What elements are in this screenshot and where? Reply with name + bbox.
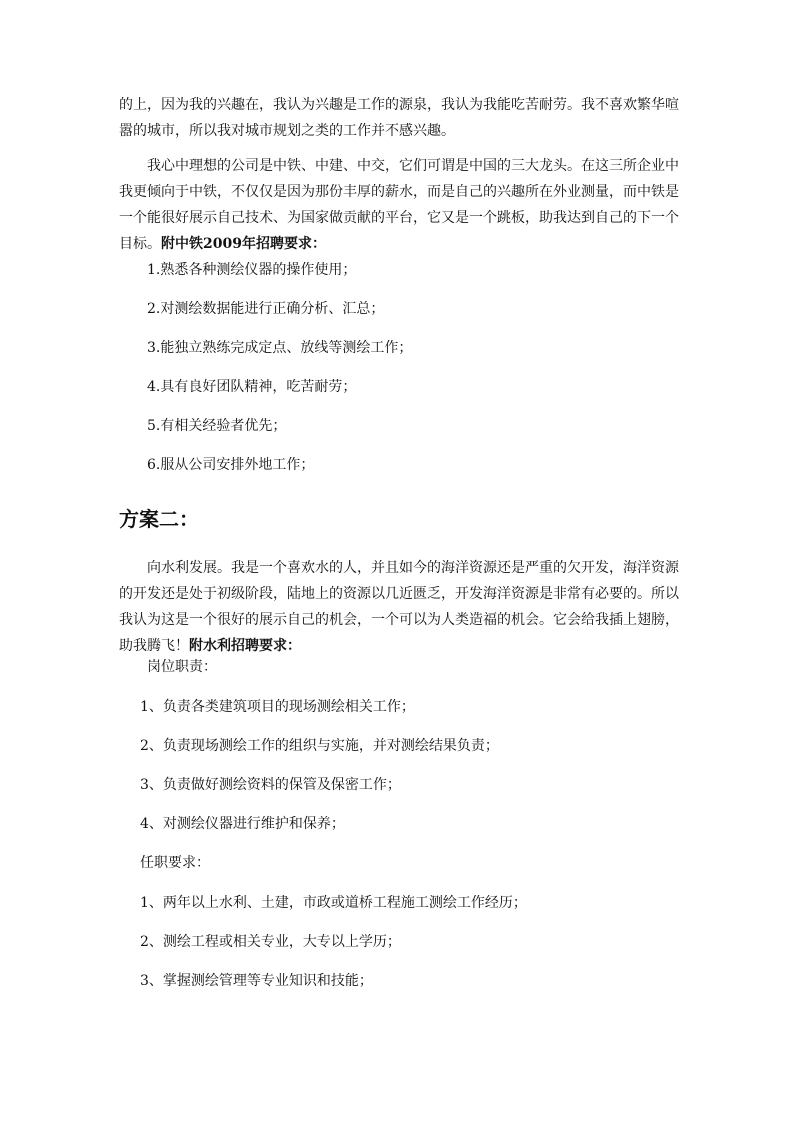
requirement-1: 1、两年以上水利、土建，市政或道桥工程施工测绘工作经历； (140, 895, 527, 911)
zhongtie-requirements-label: 附中铁2009年招聘要求： (161, 236, 326, 252)
shuili-requirements-label: 附水利招聘要求： (189, 638, 301, 654)
paragraph-ideal-company (119, 153, 679, 257)
paragraph-ideal-company-text: 我心中理想的公司是中铁、中建、中交，它们可谓是中国的三大龙头。在这三所企业中我更倾向于中铁，不仅仅是因为那份丰厚的薪水，而是自己的兴趣所在外业测量，而中铁是一个能很好展示自己技术、为国家做贡献的平台，它又是一个跳板，助我达到自己的下一个目标。 (119, 158, 679, 252)
section-heading-plan-two: 方案二： (119, 507, 199, 531)
zhongtie-req-4: 4.具有良好团队精神，吃苦耐劳； (147, 379, 357, 395)
paragraph-water-conservancy-text: 向水利发展。我是一个喜欢水的人，并且如今的海洋资源还是严重的欠开发，海洋资源的开发还是处于初级阶段，陆地上的资源以几近匮乏，开发海洋资源是非常有必要的。所以我认为这是一个很好的展示自己的机会，一个可以为人类造福的机会。它会给我插上翅膀，助我腾飞！ (119, 560, 679, 654)
requirements-title: 任职要求： (140, 855, 210, 871)
zhongtie-req-6: 6.服从公司安排外地工作； (147, 457, 315, 473)
duty-2: 2、负责现场测绘工作的组织与实施，并对测绘结果负责； (140, 738, 499, 754)
zhongtie-req-5: 5.有相关经验者优先； (147, 418, 287, 434)
paragraph-water-conservancy (119, 555, 679, 659)
duty-4: 4、对测绘仪器进行维护和保养； (140, 816, 345, 832)
zhongtie-req-2: 2.对测绘数据能进行正确分析、汇总； (147, 301, 385, 317)
requirement-2: 2、测绘工程或相关专业，大专以上学历； (140, 934, 401, 950)
duty-1: 1、负责各类建筑项目的现场测绘相关工作； (140, 699, 415, 715)
zhongtie-req-1: 1.熟悉各种测绘仪器的操作使用； (147, 262, 357, 278)
requirement-3: 3、掌握测绘管理等专业知识和技能； (140, 973, 373, 989)
zhongtie-req-3: 3.能独立熟练完成定点、放线等测绘工作； (147, 340, 413, 356)
paragraph-intro: 的上，因为我的兴趣在，我认为兴趣是工作的源泉，我认为我能吃苦耐劳。我不喜欢繁华喧嚣的城市，所以我对城市规划之类的工作并不感兴趣。 (119, 97, 679, 139)
duties-title: 岗位职责： (147, 659, 217, 675)
duty-3: 3、负责做好测绘资料的保管及保密工作； (140, 777, 401, 793)
